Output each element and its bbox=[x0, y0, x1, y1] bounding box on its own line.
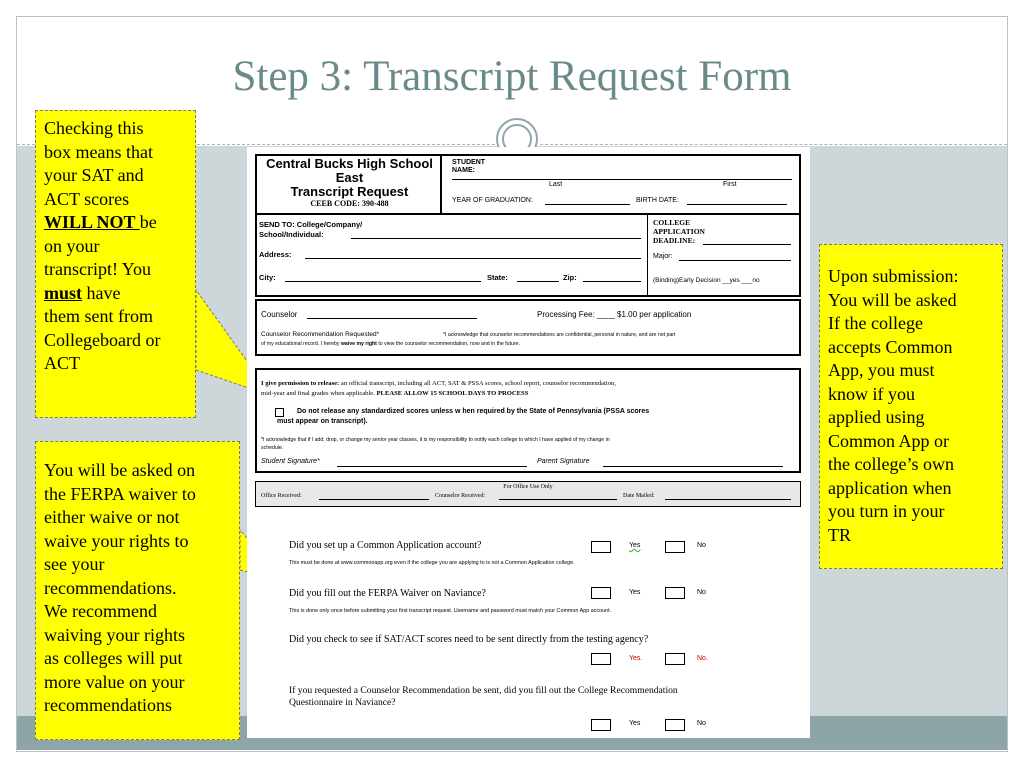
early-decision-label: (Binding)Early Decision __yes ___no bbox=[653, 277, 760, 284]
student-signature-field bbox=[337, 466, 527, 467]
will-not-emphasis: WILL NOT bbox=[44, 212, 140, 232]
city-field bbox=[285, 281, 481, 282]
ferpa-yes-checkbox[interactable] bbox=[591, 587, 611, 599]
note-line: application when bbox=[828, 477, 952, 498]
note-line: your SAT and bbox=[44, 165, 144, 185]
slide-title: Step 3: Transcript Request Form bbox=[232, 53, 792, 100]
student-name-field bbox=[452, 179, 792, 180]
do-not-release-line2: must appear on transcript). bbox=[277, 418, 368, 425]
question-ferpa: Did you fill out the FERPA Waiver on Naviance? bbox=[289, 588, 486, 599]
permission-line2-text: mid-year and final grades when applicable. bbox=[261, 390, 377, 397]
major-label: Major: bbox=[653, 253, 673, 260]
date-mailed-label: Date Mailed: bbox=[623, 493, 655, 499]
birth-label: BIRTH DATE: bbox=[636, 197, 679, 204]
permission-line2 bbox=[261, 390, 528, 397]
note-line: Collegeboard or bbox=[44, 329, 161, 350]
note-line: accepts Common bbox=[828, 336, 953, 357]
note-line: App, you must bbox=[828, 360, 935, 380]
note-line: recommendations. bbox=[44, 577, 177, 598]
common-app-yes-checkbox[interactable] bbox=[591, 541, 611, 553]
office-received-label: Office Received: bbox=[261, 493, 302, 499]
state-label: State: bbox=[487, 273, 508, 282]
city-label: City: bbox=[259, 273, 276, 282]
note-line-tail: be bbox=[139, 212, 157, 232]
note-line: waiving your rights bbox=[44, 624, 185, 645]
counselor-rec-line2b: to view the counselor recommendation, now and in the future. bbox=[376, 341, 520, 347]
acknowledge-line1: *I acknowledge that if I add, drop, or change my senior year classes, it is my responsibility to notify each college to which I have applied of my change in bbox=[261, 437, 610, 443]
note-line: you turn in your bbox=[828, 501, 945, 521]
note-line: more value on your bbox=[44, 671, 185, 692]
student-signature-label: Student Signature* bbox=[261, 458, 320, 465]
send-to-divider bbox=[647, 215, 648, 297]
send-to-field bbox=[351, 238, 641, 239]
ferpa-no-label: No bbox=[697, 589, 706, 596]
counselor-box bbox=[255, 299, 801, 356]
birth-field bbox=[687, 204, 787, 205]
permission-line1 bbox=[261, 380, 616, 387]
note-line: recommendations bbox=[44, 695, 172, 715]
sat-act-yes-label: Yes. bbox=[629, 655, 643, 662]
note-ferpa-waiver bbox=[35, 441, 240, 740]
processing-fee: Processing Fee: ____ $1.00 per application bbox=[537, 310, 692, 319]
sat-act-yes-checkbox[interactable] bbox=[591, 653, 611, 665]
send-to-label2: School/Individual: bbox=[259, 230, 324, 239]
ceeb-code: CEEB CODE: 390-488 bbox=[310, 199, 389, 208]
do-not-release-line1: Do not release any standardized scores unless w hen required by the State of Pennsylvania (PSSA scores bbox=[297, 408, 650, 415]
note-line: box means that bbox=[44, 141, 153, 162]
address-label: Address: bbox=[259, 250, 292, 259]
note-line: as colleges will put bbox=[44, 648, 183, 668]
permission-rest: an official transcript, including all ACT, SAT & PSSA scores, school report, counselor recommendation, bbox=[339, 380, 616, 387]
note-line: If the college bbox=[828, 313, 923, 333]
deadline-label2: APPLICATION bbox=[653, 227, 705, 236]
transcript-form bbox=[247, 147, 810, 738]
deadline-label1: COLLEGE bbox=[653, 218, 691, 227]
parent-signature-field bbox=[603, 466, 783, 467]
note-line: ACT scores bbox=[44, 188, 130, 209]
zip-label: Zip: bbox=[563, 273, 577, 282]
deadline-label3: DEADLINE: bbox=[653, 236, 696, 245]
counselor-received-field bbox=[499, 499, 617, 500]
must-emphasis: must bbox=[44, 282, 83, 303]
question-sat-act: Did you check to see if SAT/ACT scores need to be sent directly from the testing agency? bbox=[289, 634, 649, 645]
sat-act-no-checkbox[interactable] bbox=[665, 653, 685, 665]
address-field bbox=[305, 258, 641, 259]
permission-bold: I give permission to release: bbox=[261, 380, 340, 387]
student-name-label1: STUDENT bbox=[452, 159, 486, 166]
deadline-field bbox=[703, 244, 791, 245]
parent-signature-label: Parent Signature bbox=[537, 458, 590, 465]
note-line: applied using bbox=[828, 407, 925, 427]
common-app-yes-label: Yes bbox=[629, 542, 641, 549]
note-line-tail: have bbox=[82, 282, 121, 303]
question-counselor-rec-line1: If you requested a Counselor Recommendation be sent, did you fill out the College Recommendation bbox=[289, 685, 678, 696]
counselor-rec-label: Counselor Recommendation Requested* bbox=[261, 331, 380, 338]
year-label: YEAR OF GRADUATION: bbox=[452, 197, 533, 204]
note-line: Checking this bbox=[44, 118, 144, 138]
note-line: ACT bbox=[44, 353, 80, 373]
note-line: them sent from bbox=[44, 306, 153, 326]
common-app-note: This must be done at www.commonapp.org even if the college you are applying to is not a Common Application college. bbox=[289, 560, 575, 566]
note-line: know if you bbox=[828, 383, 915, 404]
note-line: We recommend bbox=[44, 601, 158, 621]
question-common-app: Did you set up a Common Application account? bbox=[289, 540, 482, 551]
note-line: waive your rights to bbox=[44, 530, 189, 551]
note-score-checkbox bbox=[35, 110, 196, 418]
waive-my-right: waive my right bbox=[340, 341, 377, 347]
send-to-label1: SEND TO: College/Company/ bbox=[259, 220, 363, 229]
counselor-rec-yes-checkbox[interactable] bbox=[591, 719, 611, 731]
note-line: You will be asked on bbox=[44, 460, 196, 480]
counselor-rec-no-checkbox[interactable] bbox=[665, 719, 685, 731]
form-name: Transcript Request bbox=[290, 184, 409, 199]
note-line: You will be asked bbox=[828, 289, 957, 310]
note-line: transcript! You bbox=[44, 259, 151, 279]
note-line: the FERPA waiver to bbox=[44, 483, 196, 504]
acknowledge-line2: schedule. bbox=[261, 445, 284, 451]
school-name-line2: East bbox=[335, 170, 364, 185]
zip-field bbox=[583, 281, 641, 282]
counselor-rec-line2 bbox=[261, 341, 520, 347]
first-label: First bbox=[723, 181, 737, 188]
year-field bbox=[545, 204, 630, 205]
state-field bbox=[517, 281, 559, 282]
counselor-rec-line2a: of my educational record. I hereby bbox=[261, 341, 341, 347]
common-app-no-checkbox[interactable] bbox=[665, 541, 685, 553]
school-name-line1: Central Bucks High School bbox=[266, 156, 433, 171]
ferpa-yes-label: Yes bbox=[629, 589, 641, 596]
do-not-release-checkbox[interactable] bbox=[275, 408, 284, 417]
office-use-label: For Office Use Only bbox=[503, 484, 553, 490]
counselor-rec-no-label: No bbox=[697, 720, 706, 727]
note-line: the college’s own bbox=[828, 454, 954, 474]
note-line: on your bbox=[44, 235, 100, 256]
ferpa-no-checkbox[interactable] bbox=[665, 587, 685, 599]
last-label: Last bbox=[549, 181, 563, 188]
counselor-label: Counselor bbox=[261, 310, 298, 319]
counselor-rec-yes-label: Yes bbox=[629, 720, 641, 727]
note-line-emphasis bbox=[44, 211, 187, 235]
counselor-rec-ack: *I acknowledge that counselor recommendations are confidential, personal in nature, and are not part bbox=[443, 332, 676, 338]
note-common-app bbox=[819, 244, 1003, 569]
note-line-emphasis bbox=[44, 282, 187, 306]
counselor-field bbox=[307, 318, 477, 319]
major-field bbox=[679, 260, 791, 261]
note-line: Common App or bbox=[828, 430, 950, 451]
note-line: either waive or not bbox=[44, 507, 180, 527]
note-line: TR bbox=[828, 524, 852, 545]
student-name-label2: NAME: bbox=[452, 167, 475, 174]
note-line: Upon submission: bbox=[828, 266, 959, 286]
permission-allow: PLEASE ALLOW 15 SCHOOL DAYS TO PROCESS bbox=[376, 390, 529, 397]
note-line: see your bbox=[44, 554, 105, 574]
date-mailed-field bbox=[665, 499, 791, 500]
ferpa-note: This is done only once before submitting your first transcript request. Username and password must match your Common App account. bbox=[289, 608, 612, 614]
counselor-received-label: Counselor Received: bbox=[435, 493, 486, 499]
common-app-no-label: No bbox=[697, 542, 706, 549]
sat-act-no-label: No. bbox=[697, 655, 708, 662]
office-received-field bbox=[319, 499, 429, 500]
question-counselor-rec-line2: Questionnaire in Naviance? bbox=[289, 697, 396, 708]
